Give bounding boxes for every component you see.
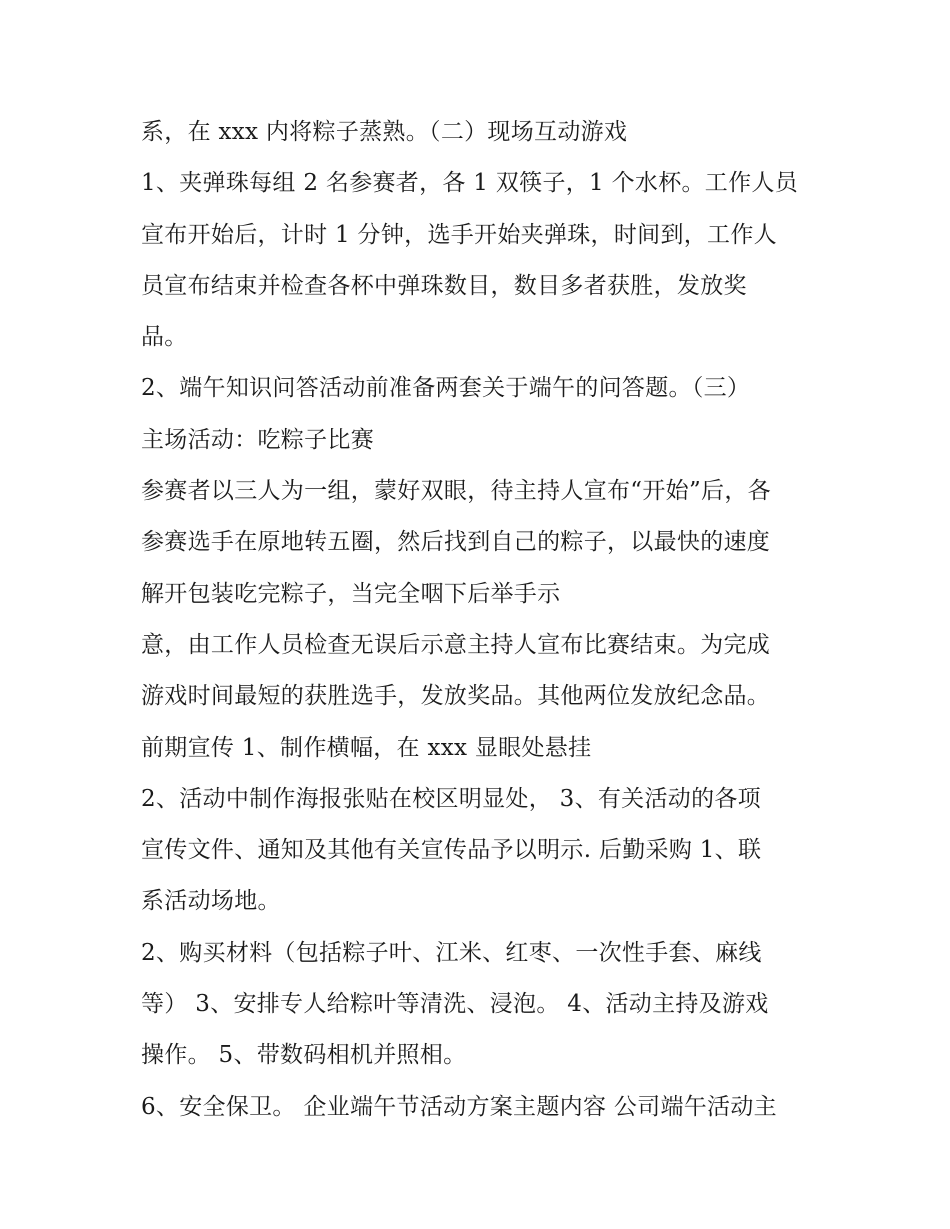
- text-line: 2、端午知识问答活动前准备两套关于端午的问答题。（三）: [141, 375, 751, 402]
- text-line: 主场活动：吃粽子比赛: [141, 426, 374, 453]
- text-line: 宣传文件、通知及其他有关宣传品予以明示. 后勤采购 1、联: [141, 837, 762, 864]
- text-line: 游戏时间最短的获胜选手，发放奖品。其他两位发放纪念品。: [141, 683, 771, 710]
- text-line: 意，由工作人员检查无误后示意主持人宣布比赛结束。为完成: [141, 631, 771, 658]
- text-line: 系，在 xxx 内将粽子蒸熟。（二）现场互动游戏: [141, 119, 628, 145]
- text-line: 系活动场地。: [141, 888, 281, 915]
- text-line: 参赛者以三人为一组，蒙好双眼，待主持人宣布“开始”后，各: [141, 478, 771, 505]
- text-line: 员宣布结束并检查各杯中弹珠数目，数目多者获胜，发放奖: [141, 272, 747, 299]
- body-text: [141, 107, 841, 1133]
- text-line: 参赛选手在原地转五圈，然后找到自己的粽子，以最快的速度: [141, 529, 771, 556]
- text-line: 前期宣传 1、制作横幅，在 xxx 显眼处悬挂: [141, 734, 592, 761]
- text-line: 品。: [141, 324, 188, 351]
- text-line: 6、安全保卫。 企业端午节活动方案主题内容 公司端午活动主: [141, 1093, 777, 1120]
- text-line: 等） 3、安排专人给粽叶等清洗、浸泡。 4、活动主持及游戏: [141, 991, 769, 1018]
- text-line: 宣布开始后，计时 1 分钟，选手开始夹弹珠，时间到，工作人: [141, 221, 777, 248]
- text-line: 操作。 5、带数码相机并照相。: [141, 1042, 467, 1069]
- text-line: 1、夹弹珠每组 2 名参赛者，各 1 双筷子，1 个水杯。工作人员: [141, 170, 798, 197]
- text-line: 2、购买材料（包括粽子叶、江米、红枣、一次性手套、麻线: [141, 939, 762, 966]
- text-line: 解开包装吃完粽子，当完全咽下后举手示: [141, 580, 561, 607]
- text-line: 2、活动中制作海报张贴在校区明显处， 3、有关活动的各项: [141, 785, 761, 812]
